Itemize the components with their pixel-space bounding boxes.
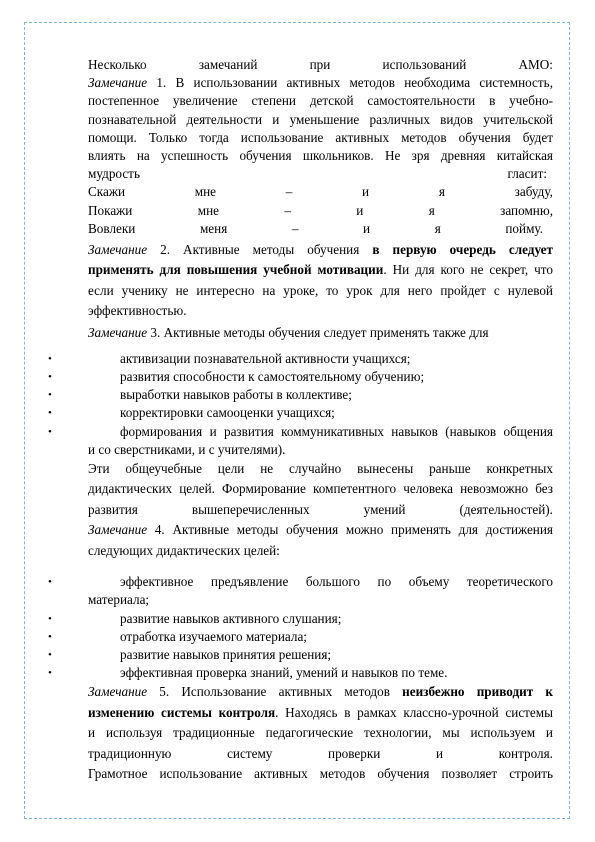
- note-label: Замечание: [88, 684, 148, 700]
- list-item-text: развития способности к самостоятельному обучению;: [120, 369, 425, 385]
- list-item: [48, 386, 553, 404]
- note-label: Замечание: [88, 324, 148, 340]
- text-line: постепенное увеличение степени детской самостоятельности в учебно-: [88, 93, 553, 109]
- list-item: [48, 628, 553, 646]
- list-item-text: активизации познавательной активности учащихся;: [120, 350, 411, 366]
- list-item-text: и со сверстниками, и с учителями).: [88, 441, 286, 457]
- note-number: 3.: [147, 324, 161, 340]
- text: Использование активных методов: [169, 684, 390, 700]
- list-item: [48, 646, 553, 664]
- list-item-text: формирования и развития коммуникативных навыков (навыков общения: [120, 423, 553, 439]
- text: Активные методы обучения: [170, 242, 360, 258]
- word: я: [434, 220, 441, 236]
- bullet-list: [48, 573, 553, 682]
- word: забуду,: [514, 184, 553, 200]
- list-item: [48, 664, 553, 682]
- text-line: если ученику не интересно на уроке, то урок для него пройдет с нулевой: [88, 282, 553, 298]
- note-number: 2.: [147, 242, 171, 258]
- proverb: [88, 183, 553, 238]
- word: умений: [363, 501, 406, 517]
- list-item-text: развитие навыков активного слушания;: [120, 610, 342, 626]
- list-item-text: отработка изучаемого материала;: [120, 628, 307, 644]
- list-item: [48, 610, 553, 628]
- list-item-text: эффективное предъявление большого по объему теоретического: [120, 574, 553, 590]
- note-number: 5.: [147, 684, 170, 700]
- bullet-icon: •: [48, 648, 52, 661]
- word: мне: [197, 202, 219, 218]
- list-item-text: корректировки самооценки учащихся;: [120, 405, 335, 421]
- bullet-list: [48, 350, 553, 459]
- text: Активные методы обучения можно применять для достижения: [164, 522, 553, 538]
- word: проверки: [328, 745, 381, 761]
- text-line: помощи. Только тогда использование активных методов обучения будет: [88, 129, 553, 145]
- word: замечаний: [198, 57, 258, 72]
- word: Несколько: [88, 57, 147, 72]
- text-line: дидактических целей. Формирование компетентного человека невозможно без: [88, 481, 553, 497]
- bullet-icon: •: [48, 407, 52, 420]
- note-4: [88, 520, 553, 561]
- note-label: Замечание: [88, 522, 148, 538]
- word: Вовлеки: [88, 220, 136, 236]
- word: и: [435, 745, 444, 761]
- text-line: [88, 500, 553, 520]
- word: использований: [382, 57, 467, 72]
- list-item: [48, 404, 553, 422]
- note-label: Замечание: [88, 75, 148, 91]
- bullet-icon: •: [48, 630, 52, 643]
- emphasis: изменению системы контроля: [88, 704, 276, 720]
- word: мудрость: [88, 166, 140, 182]
- document-body: [48, 56, 553, 784]
- word: традиционную: [88, 745, 172, 761]
- bullet-icon: •: [48, 352, 52, 365]
- bullet-icon: •: [48, 612, 52, 625]
- bullet-icon: •: [48, 425, 52, 438]
- text-line: следующих дидактических целей:: [88, 542, 280, 558]
- word: я: [438, 184, 445, 200]
- word: я: [428, 202, 435, 218]
- word: пойму.: [505, 220, 543, 236]
- text-line: [88, 744, 553, 764]
- note-1: [88, 74, 553, 238]
- text-line: эффективностью.: [88, 303, 187, 319]
- list-item-text: материала;: [88, 592, 150, 608]
- text: . Ни для кого не секрет, что: [383, 262, 553, 278]
- word: Покажи: [88, 202, 133, 218]
- text-line: влиять на успешность обучения школьников. Не зря древняя китайская: [88, 148, 553, 164]
- word: и: [362, 184, 370, 200]
- list-item: [48, 368, 553, 386]
- list-item-text: развитие навыков принятия решения;: [120, 646, 332, 662]
- emphasis: неизбежно приводит к: [389, 684, 553, 700]
- text-line: и используя традиционные педагогические технологии, мы используем и: [88, 725, 553, 741]
- word: вышеперечисленных: [191, 501, 310, 517]
- note-number: 1.: [147, 75, 167, 91]
- word: АМО:: [518, 57, 553, 72]
- emphasis: в первую очередь следует: [359, 242, 553, 258]
- word: –: [285, 184, 293, 200]
- note-3: [48, 324, 553, 521]
- word: запомню,: [500, 202, 553, 218]
- word: гласит:: [507, 166, 547, 182]
- proverb-line: [88, 220, 553, 238]
- word: –: [284, 202, 291, 218]
- word: при: [309, 57, 331, 72]
- word: и: [356, 202, 364, 218]
- word: меня: [199, 220, 228, 236]
- proverb-line: [88, 183, 553, 201]
- word: Скажи: [88, 184, 126, 200]
- list-item: [48, 423, 553, 441]
- text-line: Эти общеучебные цели не случайно вынесены раньше конкретных: [88, 461, 553, 477]
- emphasis: применять для повышения учебной мотивации: [88, 262, 384, 278]
- bullet-icon: •: [48, 389, 52, 402]
- bullet-icon: •: [48, 667, 52, 680]
- bullet-icon: •: [48, 576, 52, 589]
- note-label: Замечание: [88, 242, 148, 258]
- word: (деятельностей).: [459, 501, 553, 517]
- text: . Находясь в рамках классно-урочной системы: [275, 704, 553, 720]
- word: развития: [88, 501, 138, 517]
- bullet-icon: •: [48, 371, 52, 384]
- list-item: [48, 573, 553, 591]
- list-item-text: эффективная проверка знаний, умений и навыков по теме.: [120, 665, 448, 681]
- note-number: 4.: [147, 522, 165, 538]
- text-line: [88, 165, 553, 183]
- proverb-line: [88, 202, 553, 220]
- word: контроля.: [498, 745, 553, 761]
- word: и: [363, 220, 371, 236]
- text-line: познавательной деятельности и уменьшение различных видов учительской: [88, 111, 553, 127]
- text-line: В использовании активных методов необходима системность,: [166, 75, 553, 91]
- text: Активные методы обучения следует применять также для: [160, 324, 489, 340]
- intro-heading: [88, 56, 553, 74]
- text-line: Грамотное использование активных методов обучения позволяет строить: [88, 765, 553, 781]
- word: мне: [194, 184, 217, 200]
- note-2: [88, 240, 553, 322]
- list-item-text: выработки навыков работы в коллективе;: [120, 387, 352, 403]
- word: систему: [227, 745, 273, 761]
- word: –: [291, 220, 299, 236]
- list-item: [48, 350, 553, 368]
- note-5: [88, 682, 553, 784]
